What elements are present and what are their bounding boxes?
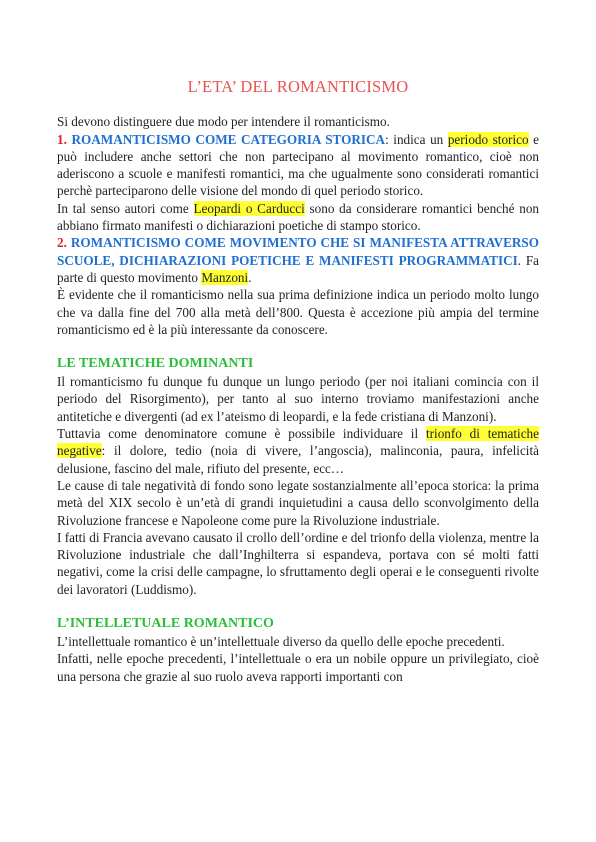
- section-heading-intellettuale: L’INTELLETUALE ROMANTICO: [57, 616, 274, 632]
- item-1-heading: ROAMANTICISMO COME CATEGORIA STORICA: [71, 131, 386, 147]
- tematiche-p2-text-a: Tuttavia come denominatore comune è possibile individuare il: [57, 426, 426, 442]
- evident-paragraph: È evidente che il romanticismo nella sua prima definizione indica un periodo molto lungo che va dalla fine del 700 alla metà dell’800. Questa è accezione più ampia del termine romanticismo ed è la più interessante da conoscere.: [57, 287, 539, 337]
- item-2-paragraph: [57, 234, 539, 286]
- item-2-heading: ROMANTICISMO COME MOVIMENTO CHE SI MANIFESTA ATTRAVERSO SCUOLE, DICHIARAZIONI POETICHE E MANIFESTI PROGRAMMATICI: [57, 235, 540, 268]
- spacer: [57, 338, 539, 355]
- authors-text-a: In tal senso autori come: [57, 200, 194, 216]
- intro-paragraph: Si devono distinguere due modo per intendere il romanticismo.: [57, 114, 390, 130]
- document-body: [57, 78, 539, 685]
- tematiche-paragraph-2: [57, 425, 539, 477]
- item-2-text-a: . Fa parte di questo movimento: [57, 252, 539, 285]
- item-2-highlight: Manzoni: [201, 269, 249, 285]
- item-2-text-b: .: [248, 269, 252, 285]
- authors-paragraph: [57, 200, 539, 235]
- tematiche-p2-text-b: : il dolore, tedio (noia di vivere, l’angoscia), malinconia, paura, infelicità delusione, fascino del male, rifiuto del presente, ecc…: [57, 443, 539, 476]
- intellettuale-paragraph-1: L’intellettuale romantico è un’intellettuale diverso da quello delle epoche precedenti.: [57, 634, 505, 650]
- authors-text-b: sono da considerare romantici benché non abbiano firmato manifesti o dichiarazioni poetiche di stampo storico.: [57, 200, 540, 234]
- intellettuale-paragraph-2: Infatti, nelle epoche precedenti, l’intellettuale o era un nobile oppure un privilegiato, cioè una persona che grazie al suo ruolo aveva rapporti importanti con: [57, 651, 539, 684]
- section-heading-tematiche: LE TEMATICHE DOMINANTI: [57, 356, 254, 372]
- page-title: L’ETA’ DEL ROMANTICISMO: [187, 77, 409, 96]
- tematiche-p2-highlight: trionfo di tematiche negative: [57, 426, 540, 459]
- item-1-text-b: e può includere anche settori che non partecipano al movimento romantico, cioè non aderiscono a scuole e manifesti romantici, ma che ugualmente sono considerati romantici perchè parteciparono delle visione del mondo di quel periodo storico.: [57, 131, 539, 199]
- item-1-highlight: periodo storico: [447, 131, 529, 147]
- tematiche-paragraph-3: Le cause di tale negatività di fondo sono legate sostanzialmente all’epoca storica: la prima metà del XIX secolo è un’età di grandi inquietudini a causa dello sconvolgimento della Rivoluzione francese e Napoleone come pure la Rivoluzione industriale.: [57, 477, 539, 528]
- item-2-number: 2.: [57, 235, 67, 251]
- spacer: [57, 598, 539, 615]
- item-1-paragraph: [57, 131, 539, 200]
- tematiche-paragraph-1: Il romanticismo fu dunque fu dunque un lungo periodo (per noi italiani comincia con il periodo del Risorgimento), per tanto al suo interno troviamo manifestazioni anche antitetiche e divergenti (ad ex l’ateismo di leopardi, e la fede cristiana di Manzoni).: [57, 374, 539, 424]
- item-1-number: 1.: [57, 131, 67, 147]
- item-1-text-a: : indica un: [385, 131, 448, 147]
- tematiche-paragraph-4: I fatti di Francia avevano causato il crollo dell’ordine e del trionfo della violenza, mentre la Rivoluzione industriale che dall’Inghilterra si espandeva, portava con sé molti fatti negativi, come la crisi delle campagne, lo sfruttamento degli operai e le conseguenti rivolte dei lavoratori (Luddismo).: [57, 529, 539, 597]
- authors-highlight: Leopardi o Carducci: [193, 200, 305, 216]
